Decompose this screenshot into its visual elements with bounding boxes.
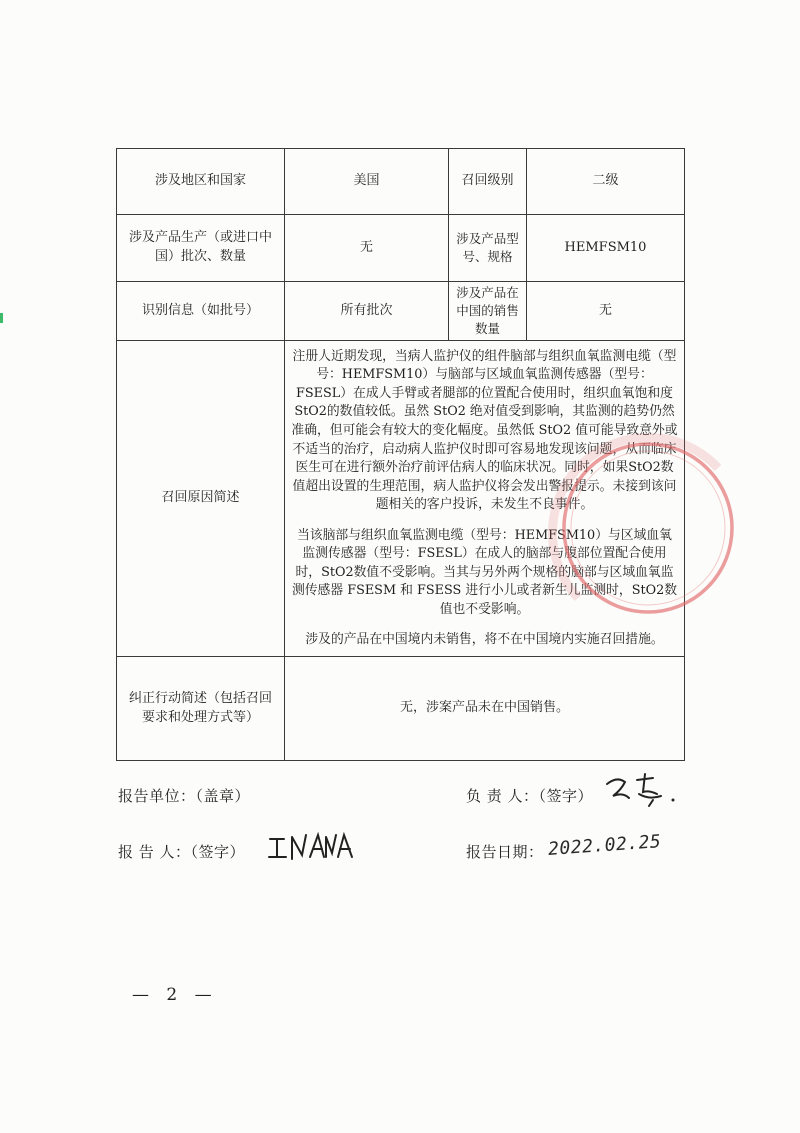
recall-level-label: 召回级别 — [449, 149, 527, 215]
table-row — [117, 215, 685, 282]
id-value: 所有批次 — [285, 282, 449, 341]
china-sales-value: 无 — [527, 282, 685, 341]
recall-level-value: 二级 — [527, 149, 685, 215]
report-unit-label: 报告单位：（盖章） — [118, 787, 251, 805]
responsible-signature — [603, 770, 683, 810]
batch-value: 无 — [285, 215, 449, 282]
recall-info-table — [116, 148, 685, 761]
table-row — [117, 282, 685, 341]
model-value: HEMFSM10 — [527, 215, 685, 282]
report-date-value: 2022.02.25 — [547, 831, 662, 860]
reporter-label: 报 告 人：（签字） — [118, 843, 246, 861]
reason-paragraph: 注册人近期发现，当病人监护仪的组件脑部与组织血氧监测电缆（型号：HEMFSM10）与脑部与区域血氧监测传感器（型号：FSESL）在成人手臂或者腿部的位置配合使用时，组织血氧饱和度StO2的数值较低。虽然 StO2 绝对值受到影响，其监测的趋势仍然准确，但可能会有较大的变化幅度。虽然低 StO2 值可能导致意外或不适当的治疗，启动病人监护仪时即可容易地发现该问题，从而临床医生可在进行额外治疗前评估病人的临床状况。同时，如果StO2数值超出设置的生理范围，病人监护仪将会发出警报提示。未接到该问题相关的客户投诉，未发生不良事件。 — [291, 348, 678, 513]
batch-label: 涉及产品生产（或进口中国）批次、数量 — [117, 215, 285, 282]
id-label: 识别信息（如批号） — [117, 282, 285, 341]
reporter-signature — [266, 827, 356, 867]
china-sales-label: 涉及产品在中国的销售数量 — [449, 282, 527, 341]
action-label: 纠正行动简述（包括召回要求和处理方式等） — [117, 657, 285, 761]
scan-edge-mark — [0, 313, 3, 323]
region-value: 美国 — [285, 149, 449, 215]
reason-label: 召回原因简述 — [117, 341, 285, 657]
model-label: 涉及产品型号、规格 — [449, 215, 527, 282]
report-date-label: 报告日期： — [466, 843, 544, 861]
table-row — [117, 149, 685, 215]
page-number: — 2 — — [132, 985, 218, 1005]
region-label: 涉及地区和国家 — [117, 149, 285, 215]
reason-paragraph: 涉及的产品在中国境内未销售，将不在中国境内实施召回措施。 — [305, 632, 664, 648]
table-row — [117, 657, 685, 761]
table-row — [117, 341, 685, 657]
responsible-person-label: 负 责 人：（签字） — [466, 787, 594, 805]
reason-paragraph: 当该脑部与组织血氧监测电缆（型号：HEMFSM10）与区域血氧监测传感器（型号：FSESL）在成人的脑部与腹部位置配合使用时，StO2数值不受影响。当其与另外两个规格的脑部与区域血氧监测传感器 FSESM 和 FSESS 进行小儿或者新生儿监测时，StO2数值也不受影响。 — [291, 527, 678, 617]
reason-text — [285, 341, 685, 657]
action-value: 无，涉案产品未在中国销售。 — [285, 657, 685, 761]
